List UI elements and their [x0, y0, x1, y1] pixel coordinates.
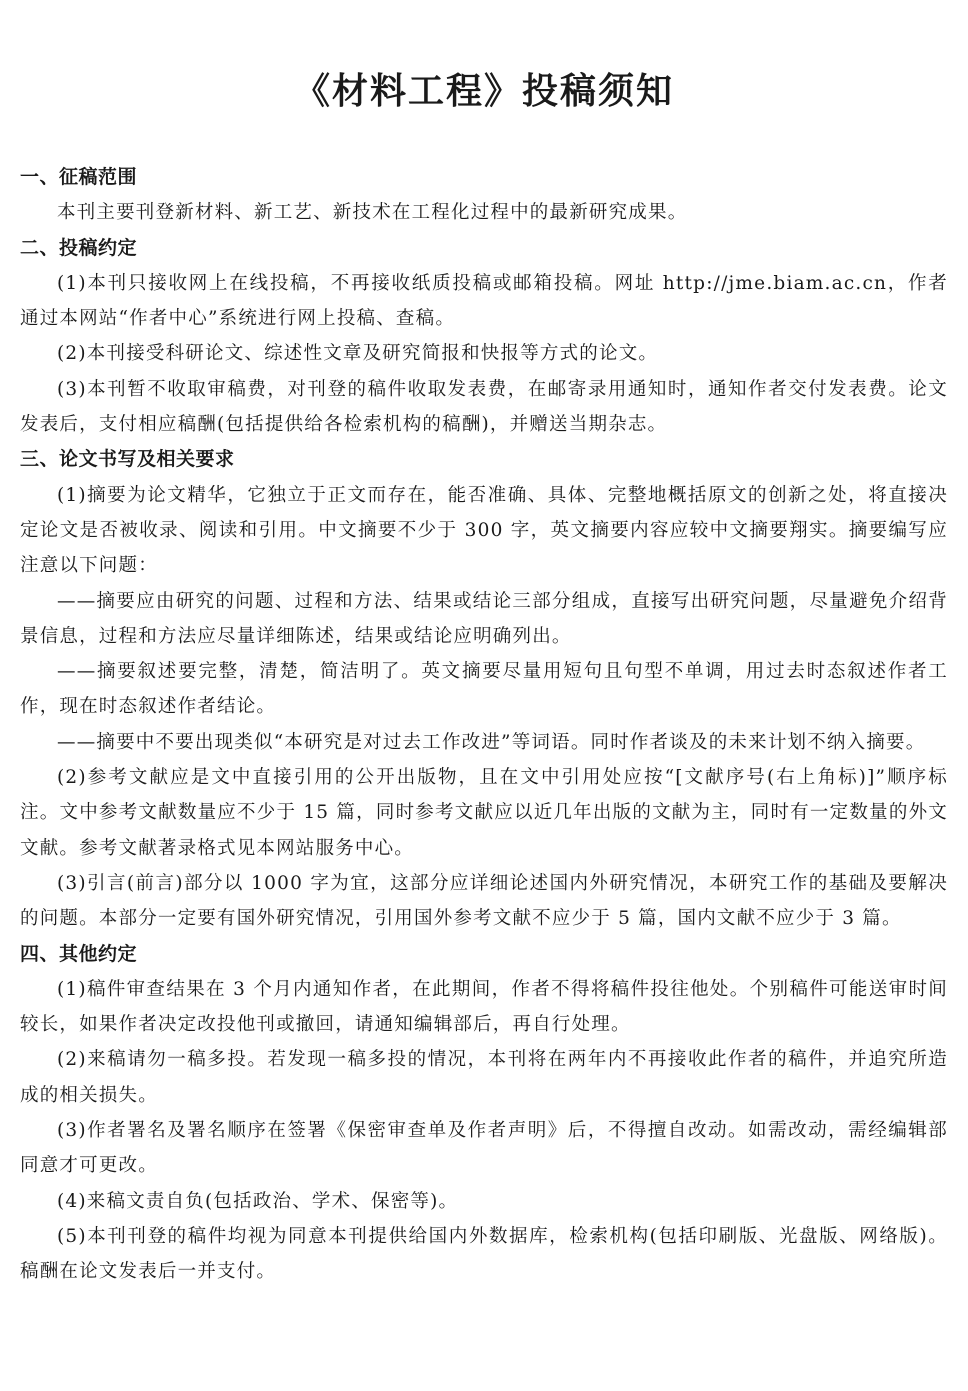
- paragraph: (2)参考文献应是文中直接引用的公开出版物，且在文中引用处应按“[文献序号(右上角标)]”顺序标注。文中参考文献数量应不少于 15 篇，同时参考文献应以近几年出版的文献为主，同时有一定数量的外文文献。参考文献著录格式见本网站服务中心。: [20, 767, 948, 859]
- section-heading: 四、其他约定: [20, 942, 138, 965]
- section-heading: 二、投稿约定: [20, 236, 138, 259]
- paragraph: ——摘要应由研究的问题、过程和方法、结果或结论三部分组成，直接写出研究问题，尽量避免介绍背景信息，过程和方法应尽量详细陈述，结果或结论应明确列出。: [20, 590, 948, 647]
- paragraph: (3)作者署名及署名顺序在签署《保密审查单及作者声明》后，不得擅自改动。如需改动，需经编辑部同意才可更改。: [20, 1120, 948, 1177]
- paragraph: ——摘要中不要出现类似“本研究是对过去工作改进”等词语。同时作者谈及的未来计划不纳入摘要。: [57, 731, 926, 753]
- document-title: 《材料工程》投稿须知: [293, 71, 674, 112]
- section-scope: [20, 160, 948, 231]
- paragraph: (1)稿件审查结果在 3 个月内通知作者，在此期间，作者不得将稿件投往他处。个别稿件可能送审时间较长，如果作者决定改投他刊或撤回，请通知编辑部后，再自行处理。: [20, 978, 948, 1036]
- section-writing-requirements: [20, 442, 948, 936]
- paragraph: (5)本刊刊登的稿件均视为同意本刊提供给国内外数据库，检索机构(包括印刷版、光盘版、网络版)。稿酬在论文发表后一并支付。: [20, 1225, 948, 1283]
- section-heading: 三、论文书写及相关要求: [20, 448, 235, 471]
- paragraph: (3)本刊暂不收取审稿费，对刊登的稿件收取发表费，在邮寄录用通知时，通知作者交付发表费。论文发表后，支付相应稿酬(包括提供给各检索机构的稿酬)，并赠送当期杂志。: [20, 378, 948, 436]
- paragraph: (4)来稿文责自负(包括政治、学术、保密等)。: [57, 1190, 459, 1212]
- paragraph: ——摘要叙述要完整，清楚，简洁明了。英文摘要尽量用短句且句型不单调，用过去时态叙述作者工作，现在时态叙述作者结论。: [20, 661, 948, 718]
- section-heading: 一、征稿范围: [20, 166, 138, 188]
- paragraph: (1)摘要为论文精华，它独立于正文而存在，能否准确、具体、完整地概括原文的创新之处，将直接决定论文是否被收录、阅读和引用。中文摘要不少于 300 字，英文摘要内容应较中文摘要翔实。摘要编写应注意以下问题：: [20, 484, 948, 577]
- paragraph: (3)引言(前言)部分以 1000 字为宜，这部分应详细论述国内外研究情况，本研究工作的基础及要解决的问题。本部分一定要有国外研究情况，引用国外参考文献不应少于 5 篇，国内文献不应少于 3 篇。: [20, 872, 948, 930]
- paragraph: (2)本刊接受科研论文、综述性文章及研究简报和快报等方式的论文。: [57, 343, 659, 365]
- document-body: [20, 160, 948, 1290]
- paragraph: 本刊主要刊登新材料、新工艺、新技术在工程化过程中的最新研究成果。: [57, 202, 688, 224]
- section-other-agreements: [20, 937, 948, 1290]
- paragraph: (2)来稿请勿一稿多投。若发现一稿多投的情况，本刊将在两年内不再接收此作者的稿件，并追究所造成的相关损失。: [20, 1049, 948, 1106]
- section-submission-agreement: [20, 231, 948, 443]
- paragraph: (1)本刊只接收网上在线投稿，不再接收纸质投稿或邮箱投稿。网址 http://jme.biam.ac.cn，作者通过本网站“作者中心”系统进行网上投稿、查稿。: [20, 272, 948, 330]
